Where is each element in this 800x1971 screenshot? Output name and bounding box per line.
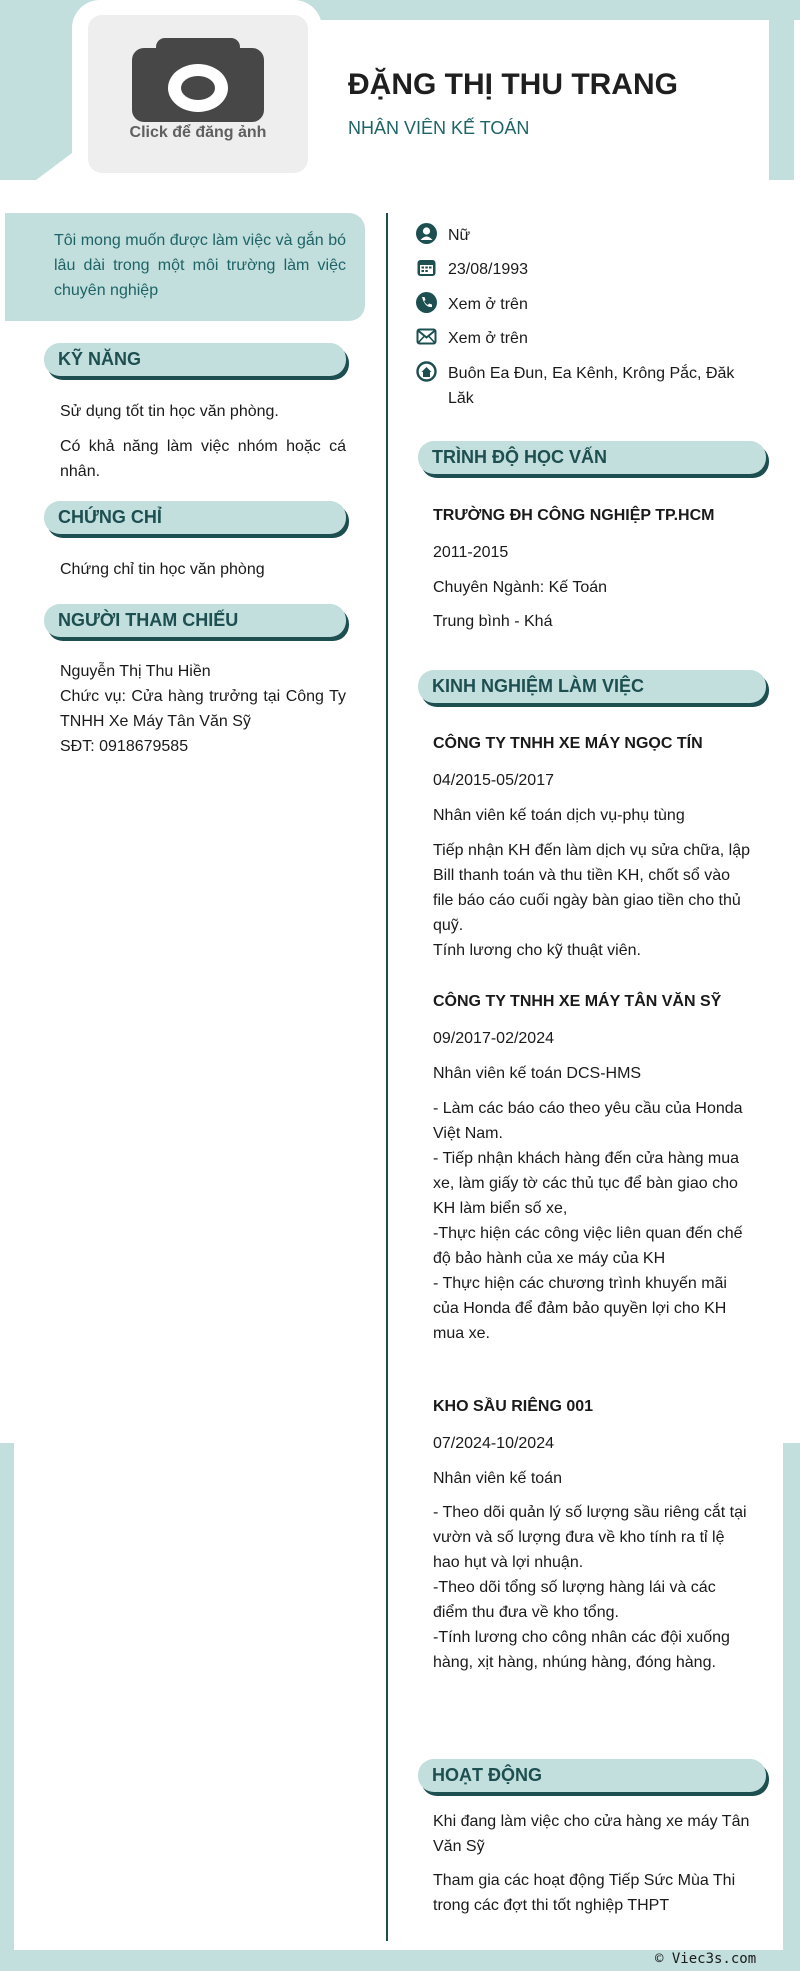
certificates-heading-label: CHỨNG CHỈ: [58, 507, 162, 527]
activity-item: Khi đang làm việc cho cửa hàng xe máy Tân Văn Sỹ: [433, 1813, 750, 1855]
reference-name: Nguyễn Thị Thu Hiền: [60, 663, 211, 680]
decorative-frame-left-bottom: [0, 1443, 14, 1971]
education-heading-label: TRÌNH ĐỘ HỌC VẤN: [432, 447, 607, 467]
education-period: 2011-2015: [433, 544, 509, 561]
email-text: Xem ở trên: [448, 330, 528, 347]
activities-heading-label: HOẠT ĐỘNG: [432, 1765, 542, 1785]
education-school: TRƯỜNG ĐH CÔNG NGHIỆP TP.HCM: [433, 507, 715, 524]
references-heading-label: NGƯỜI THAM CHIẾU: [58, 610, 239, 630]
skills-heading-label: KỸ NĂNG: [58, 349, 142, 369]
footer-credit: © Viec3s.com: [655, 1951, 757, 1967]
dob-text: 23/08/1993: [448, 261, 529, 278]
education-heading: [418, 441, 766, 474]
phone-text: Xem ở trên: [448, 296, 528, 313]
reference-phone: SĐT: 0918679585: [60, 738, 189, 755]
job-role: Nhân viên kế toán: [433, 1470, 562, 1487]
job-description: Tiếp nhận KH đến làm dịch vụ sửa chữa, lập Bill thanh toán và thu tiền KH, chốt sổ vào file báo cáo cuối ngày bàn giao tiền cho thủ quỹ. Tính lương cho kỹ thuật viên.: [433, 842, 750, 959]
skills-heading: [44, 343, 346, 376]
activity-item: Tham gia các hoạt động Tiếp Sức Mùa Thi trong các đợt thi tốt nghiệp THPT: [433, 1872, 736, 1914]
skill-item: Sử dụng tốt tin học văn phòng.: [60, 403, 279, 420]
job-role: Nhân viên kế toán dịch vụ-phụ tùng: [433, 807, 685, 824]
decorative-frame-right-bottom: [783, 1443, 800, 1971]
job-description: - Làm các báo cáo theo yêu cầu của Honda Việt Nam. - Tiếp nhận khách hàng đến cửa hàng mua xe, làm giấy tờ các thủ tục để bàn giao cho KH làm biển số xe, -Thực hiện các công việc liên quan đến chế độ bảo hành của xe máy của KH - Thực hiện các chương trình khuyến mãi của Honda để đảm bảo quyền lợi cho KH mua xe.: [433, 1100, 743, 1342]
certificate-item: Chứng chỉ tin học văn phòng: [60, 561, 265, 578]
job-role: Nhân viên kế toán DCS-HMS: [433, 1065, 642, 1082]
gender-text: Nữ: [448, 227, 471, 244]
job-company: CÔNG TY TNHH XE MÁY TÂN VĂN SỸ: [433, 993, 722, 1010]
address-text: Buôn Ea Đun, Ea Kênh, Krông Pắc, Đăk Lăk: [448, 365, 735, 407]
education-major: Chuyên Ngành: Kế Toán: [433, 579, 608, 596]
job-company: CÔNG TY TNHH XE MÁY NGỌC TÍN: [433, 735, 703, 752]
job-description: - Theo dõi quản lý số lượng sầu riêng cắt tại vườn và số lượng đưa về kho tính ra tỉ lệ hao hụt và lợi nhuận. -Theo dõi tổng số lượng hàng lái và các điểm thu đưa về kho tổng. -Tính lương cho công nhân các đội xuống hàng, xịt hàng, nhúng hàng, đóng hàng.: [433, 1504, 747, 1671]
calendar-icon: [416, 257, 437, 278]
email-icon: [416, 326, 437, 347]
certificates-heading: [44, 501, 346, 534]
phone-icon: [416, 292, 437, 313]
job-period: 09/2017-02/2024: [433, 1030, 554, 1047]
activities-heading: [418, 1759, 766, 1792]
objective-text: Tôi mong muốn được làm việc và gắn bó lâu dài trong một môi trường làm việc chuyên nghiệp: [54, 232, 346, 299]
experience-heading: [418, 670, 766, 703]
home-icon: [416, 361, 437, 382]
education-grade: Trung bình - Khá: [433, 613, 553, 630]
candidate-name: ĐẶNG THỊ THU TRANG: [348, 68, 678, 101]
job-company: KHO SẦU RIÊNG 001: [433, 1398, 594, 1415]
column-divider: [386, 213, 388, 1941]
skill-item: Có khả năng làm việc nhóm hoặc cá nhân.: [60, 438, 346, 480]
reference-position: Chức vụ: Cửa hàng trưởng tại Công Ty TNHH Xe Máy Tân Văn Sỹ: [60, 688, 346, 730]
job-period: 07/2024-10/2024: [433, 1435, 554, 1452]
job-period: 04/2015-05/2017: [433, 772, 554, 789]
user-icon: [416, 223, 437, 244]
decorative-frame-right-top: [769, 0, 794, 180]
references-heading: [44, 604, 346, 637]
decorative-frame-corner-cut: [36, 150, 76, 180]
job-title: NHÂN VIÊN KẾ TOÁN: [348, 118, 530, 138]
photo-upload-caption[interactable]: Click để đăng ảnh: [129, 124, 267, 141]
camera-icon[interactable]: [132, 38, 264, 122]
experience-heading-label: KINH NGHIỆM LÀM VIỆC: [432, 676, 645, 696]
